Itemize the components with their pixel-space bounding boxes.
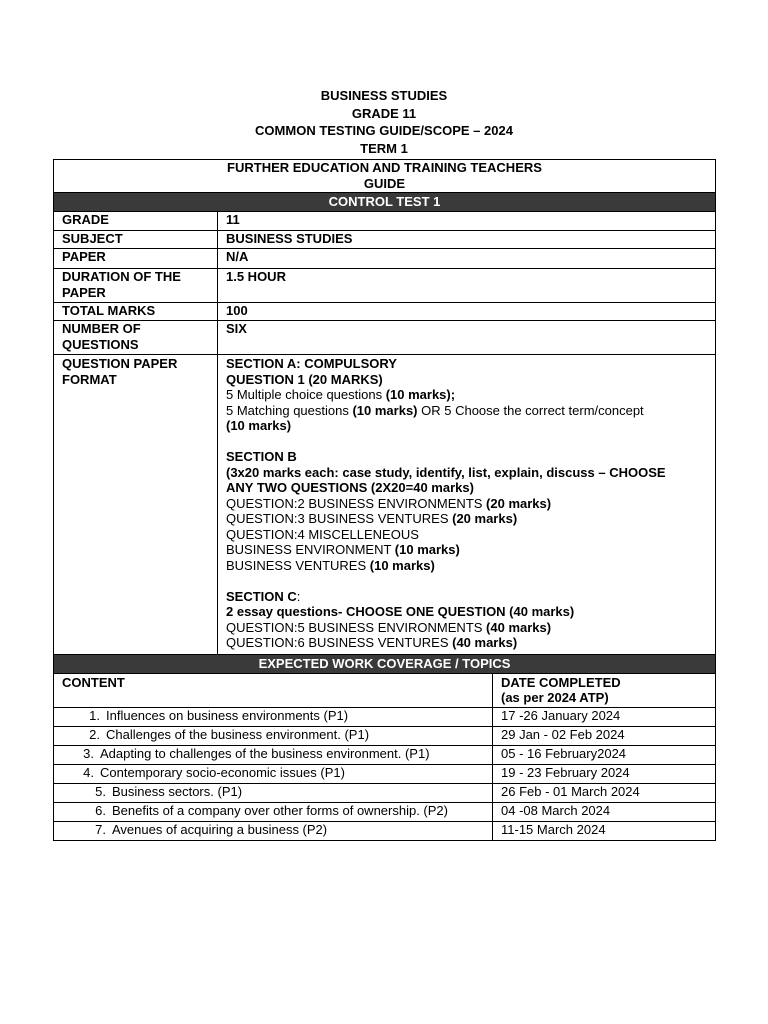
table-title [54, 160, 716, 193]
row-label-subject: SUBJECT [54, 231, 218, 249]
section-b-title: SECTION B [226, 449, 297, 464]
topic-date: 05 - 16 February2024 [493, 745, 716, 764]
document-heading [0, 87, 768, 158]
table-row [54, 745, 716, 764]
table-title-line1: FURTHER EDUCATION AND TRAINING TEACHERS [227, 160, 542, 175]
table-row [54, 726, 716, 745]
table-title-line2: GUIDE [363, 175, 406, 191]
heading-guide-title: COMMON TESTING GUIDE/SCOPE – 2024 [255, 123, 513, 139]
topic-date: 17 -26 January 2024 [493, 707, 716, 726]
table-row [54, 802, 716, 821]
heading-grade: GRADE 11 [351, 105, 417, 121]
control-test-bar: CONTROL TEST 1 [54, 193, 716, 212]
section-b-instructions-1: (3x20 marks each: case study, identify, list, explain, discuss – CHOOSE [226, 464, 666, 480]
topic-content: 4. Contemporary socio-economic issues (P1) [54, 764, 493, 783]
section-a-line-3: (10 marks) [226, 418, 292, 433]
section-a-title: SECTION A: COMPULSORY [226, 356, 397, 371]
section-a-line-2: 5 Matching questions (10 marks) OR 5 Choose the correct term/concept [226, 402, 644, 418]
topic-content: 6. Benefits of a company over other forms of ownership. (P2) [54, 802, 493, 821]
date-completed-header: DATE COMPLETED (as per 2024 ATP) [493, 673, 716, 707]
row-label-total-marks: TOTAL MARKS [54, 303, 218, 321]
row-label-number-of-questions: NUMBER OF QUESTIONS [54, 321, 218, 355]
topic-date: 11-15 March 2024 [493, 821, 716, 840]
teachers-guide-table [53, 159, 716, 841]
topic-content: 3. Adapting to challenges of the business environment. (P1) [54, 745, 493, 764]
table-row [54, 764, 716, 783]
heading-subject: BUSINESS STUDIES [320, 88, 448, 103]
row-value-total-marks: 100 [218, 303, 716, 321]
work-coverage-bar: EXPECTED WORK COVERAGE / TOPICS [54, 654, 716, 673]
table-row [54, 707, 716, 726]
heading-term: TERM 1 [360, 141, 408, 157]
topic-content: 1. Influences on business environments (P1) [54, 707, 493, 726]
row-value-number-of-questions: SIX [218, 321, 716, 355]
topic-content: 2. Challenges of the business environment. (P1) [54, 726, 493, 745]
table-row [54, 783, 716, 802]
section-b-instructions-2: ANY TWO QUESTIONS (2X20=40 marks) [226, 480, 474, 495]
section-c-instructions: 2 essay questions- CHOOSE ONE QUESTION (40 marks) [226, 604, 575, 619]
row-value-duration: 1.5 HOUR [218, 269, 716, 303]
topic-content: 7. Avenues of acquiring a business (P2) [54, 821, 493, 840]
section-b-question-4: QUESTION:4 MISCELLENEOUS [226, 526, 419, 542]
topic-date: 04 -08 March 2024 [493, 802, 716, 821]
section-b-question-4b: BUSINESS VENTURES (10 marks) [226, 557, 435, 573]
section-a-line-1: 5 Multiple choice questions (10 marks); [226, 387, 456, 402]
row-value-paper: N/A [218, 249, 716, 269]
topic-content: 5. Business sectors. (P1) [54, 783, 493, 802]
section-c-title: SECTION C: [226, 588, 301, 604]
section-a-question-1: QUESTION 1 (20 MARKS) [226, 371, 383, 387]
row-label-grade: GRADE [54, 212, 218, 231]
row-value-grade: 11 [218, 212, 716, 231]
content-header: CONTENT [54, 673, 493, 707]
table-row [54, 821, 716, 840]
section-b-question-4a: BUSINESS ENVIRONMENT (10 marks) [226, 542, 460, 557]
row-label-duration: DURATION OF THE PAPER [54, 269, 218, 303]
paper-format-details [218, 355, 716, 655]
row-value-subject: BUSINESS STUDIES [218, 231, 716, 249]
row-label-paper: PAPER [54, 249, 218, 269]
row-label-paper-format: QUESTION PAPER FORMAT [54, 355, 218, 655]
section-c-question-6: QUESTION:6 BUSINESS VENTURES (40 marks) [226, 635, 518, 650]
topic-date: 19 - 23 February 2024 [493, 764, 716, 783]
section-b-question-2: QUESTION:2 BUSINESS ENVIRONMENTS (20 marks) [226, 495, 552, 511]
section-c-question-5: QUESTION:5 BUSINESS ENVIRONMENTS (40 marks) [226, 619, 552, 635]
topic-date: 29 Jan - 02 Feb 2024 [493, 726, 716, 745]
section-b-question-3: QUESTION:3 BUSINESS VENTURES (20 marks) [226, 511, 518, 526]
topic-date: 26 Feb - 01 March 2024 [493, 783, 716, 802]
